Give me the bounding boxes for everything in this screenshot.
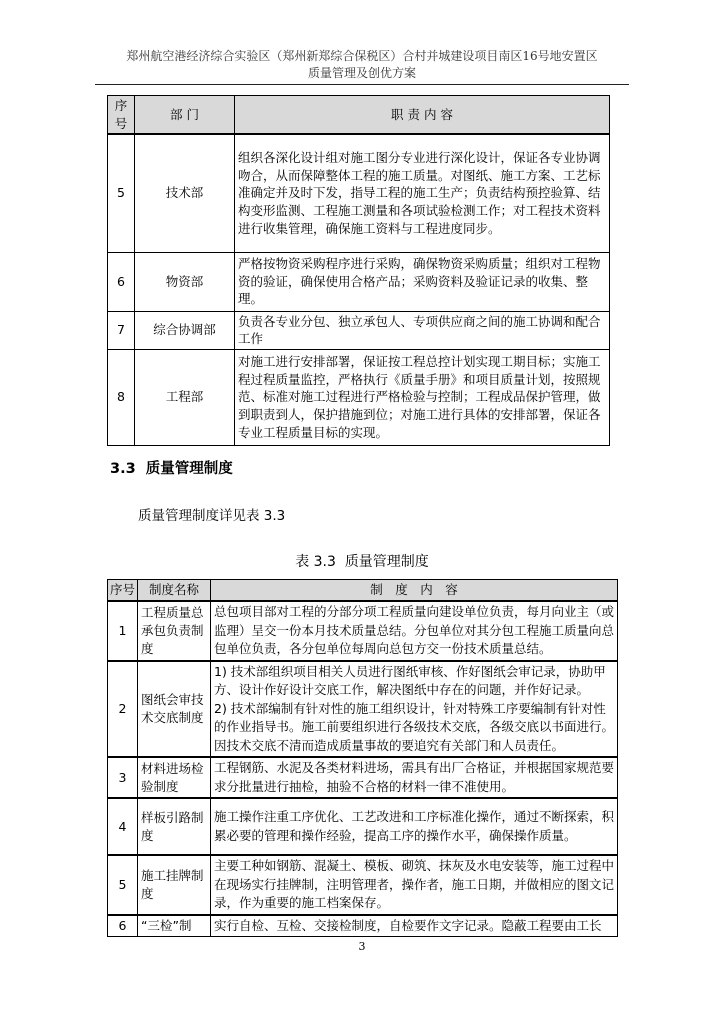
table-header-row: [108, 96, 610, 135]
row-content: 主要工种如钢筋、混凝土、模板、砌筑、抹灰及水电安装等，施工过程中在现场实行挂牌制，注明管理者，操作者，施工日期，并做相应的图文记录，作为重要的施工档案保存。: [211, 855, 618, 915]
row-no: 4: [108, 798, 138, 855]
section-number: 3.3: [110, 461, 136, 477]
col-header-content: 制 度 内 容: [211, 580, 618, 602]
table-row: [108, 252, 610, 311]
row-name: 图纸会审技术交底制度: [138, 661, 211, 758]
col-header-duty: 职 责 内 容: [235, 96, 610, 135]
header-project-title: 郑州航空港经济综合实验区（郑州新郑综合保税区）合村并城建设项目南区16号地安置区: [126, 49, 598, 63]
row-duty: 组织各深化设计组对施工图分专业进行深化设计，保证各专业协调吻合，从而保障整体工程的施工质量。对图纸、施工方案、工艺标准确定并及时下发，指导工程的施工生产；负责结构预控验算、结构变形监测、工程施工测量和各项试验检测工作；对工程技术资料进行收集管理，确保施工资料与工程进度同步。: [235, 134, 610, 252]
row-no: 6: [108, 915, 138, 937]
table-row: [108, 349, 610, 445]
row-dept: 物资部: [135, 252, 235, 311]
row-no: 5: [108, 134, 135, 252]
row-no: 7: [108, 311, 135, 349]
page-header: [95, 48, 629, 85]
table-row: [108, 757, 618, 798]
responsibility-table: [107, 95, 610, 446]
table-row: [108, 915, 618, 937]
col-header-dept: 部 门: [135, 96, 235, 135]
table-row: [108, 661, 618, 758]
table-row: [108, 855, 618, 915]
caption-label: 表 3.3: [295, 554, 336, 570]
body-paragraph: 质量管理制度详见表 3.3: [138, 508, 286, 524]
section-heading: [110, 457, 233, 478]
quality-system-table: [107, 579, 618, 937]
row-duty: 负责各专业分包、独立承包人、专项供应商之间的施工协调和配合工作: [235, 311, 610, 349]
row-content: 工程钢筋、水泥及各类材料进场，需具有出厂合格证，并根据国家规范要求分批量进行抽检，抽验不合格的材料一律不准使用。: [211, 757, 618, 798]
row-no: 2: [108, 661, 138, 758]
row-name: 施工挂牌制度: [138, 855, 211, 915]
row-name: 工程质量总承包负责制度: [138, 601, 211, 661]
row-no: 1: [108, 601, 138, 661]
row-duty: 对施工进行安排部署，保证按工程总控计划实现工期目标；实施工程过程质量监控，严格执行《质量手册》和项目质量计划，按照规范、标准对施工过程进行严格检验与控制；工程成品保护管理，做到职责到人，保护措施到位；对施工进行具体的安排部署，保证各专业工程质量目标的实现。: [235, 349, 610, 445]
row-content: 实行自检、互检、交接检制度，自检要作文字记录。隐蔽工程要由工长: [211, 915, 618, 937]
table-row: [108, 798, 618, 855]
row-name: 材料进场检验制度: [138, 757, 211, 798]
row-no: 5: [108, 855, 138, 915]
caption-title: 质量管理制度: [344, 554, 429, 570]
row-dept: 综合协调部: [135, 311, 235, 349]
table-row: [108, 311, 610, 349]
col-header-name: 制度名称: [138, 580, 211, 602]
row-content: 总包项目部对工程的分部分项工程质量向建设单位负责，每月向业主（或监理）呈交一份本月技术质量总结。分包单位对其分包工程施工质量向总包单位负责，各分包单位每周向总包方交一份技术质量总结。: [211, 601, 618, 661]
table-caption: [0, 551, 724, 571]
row-content: 施工操作注重工序优化、工艺改进和工序标准化操作，通过不断探索，积累必要的管理和操作经验，提高工序的操作水平，确保操作质量。: [211, 798, 618, 855]
row-name: “三检”制: [138, 915, 211, 937]
row-no: 8: [108, 349, 135, 445]
row-dept: 技术部: [135, 134, 235, 252]
row-name: 样板引路制度: [138, 798, 211, 855]
page-number: 3: [358, 940, 366, 953]
section-title: 质量管理制度: [145, 461, 233, 477]
table-header-row: [108, 580, 618, 602]
col-header-no: 序号: [108, 580, 138, 602]
table-row: [108, 601, 618, 661]
row-duty: 严格按物资采购程序进行采购，确保物资采购质量；组织对工程物资的验证，确保使用合格产品；采购资料及验证记录的收集、整理。: [235, 252, 610, 311]
header-document-title: 质量管理及创优方案: [307, 66, 416, 80]
row-dept: 工程部: [135, 349, 235, 445]
col-header-no: 序号: [108, 96, 135, 135]
row-content: 1) 技术部组织项目相关人员进行图纸审核、作好图纸会审记录，协助甲方、设计作好设计交底工作，解决图纸中存在的问题，并作好记录。 2) 技术部编制有针对性的施工组织设计，针对特殊工序要编制有针对性的作业指导书。施工前要组织进行各级技术交底，各级交底以书面进行。因技术交底不清而造成质量事故的要追究有关部门和人员责任。: [211, 661, 618, 758]
row-no: 6: [108, 252, 135, 311]
row-no: 3: [108, 757, 138, 798]
table-row: [108, 134, 610, 252]
